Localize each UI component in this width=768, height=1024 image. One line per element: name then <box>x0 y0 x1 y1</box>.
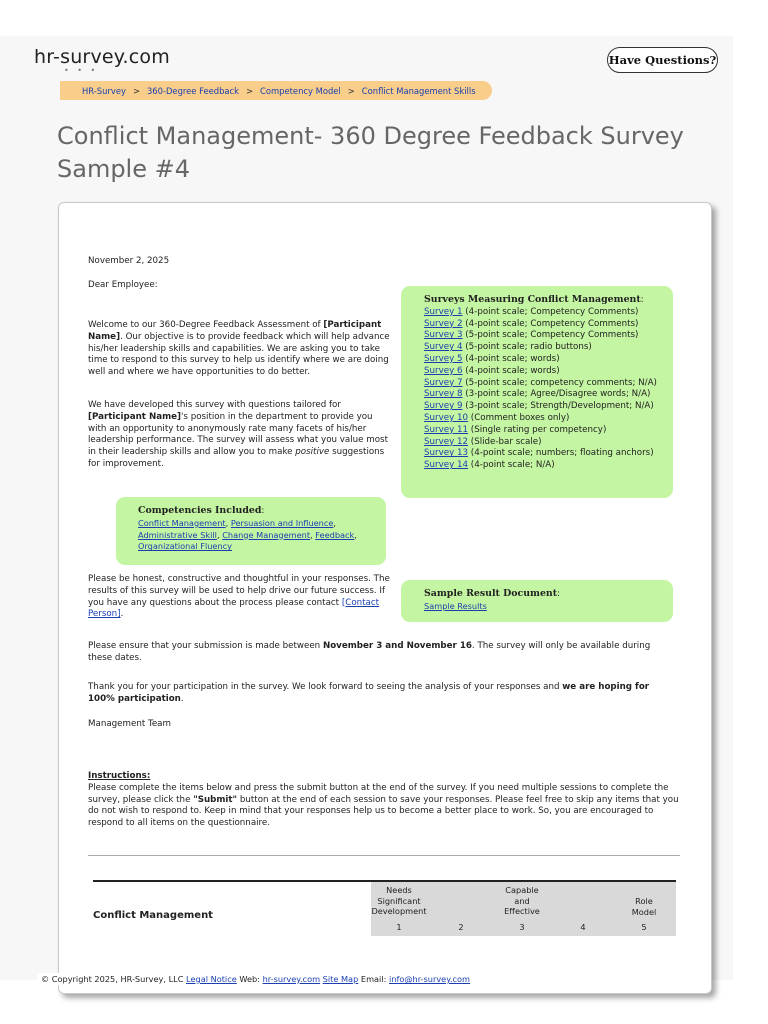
competency-organizational-fluency-link[interactable]: Organizational Fluency <box>138 541 232 552</box>
survey-14-link[interactable]: Survey 14 <box>424 460 469 471</box>
scale-number-1: 1 <box>396 922 402 932</box>
letter-salutation: Dear Employee: <box>88 280 158 290</box>
scale-number-4: 4 <box>580 922 586 932</box>
logo-dots: • • • <box>64 66 99 75</box>
anchor-role-model: Role Model <box>631 896 657 917</box>
survey-12-link[interactable]: Survey 12 <box>424 436 469 447</box>
breadcrumb-360-feedback[interactable]: 360-Degree Feedback <box>146 85 240 96</box>
breadcrumb-competency-model[interactable]: Competency Model <box>260 85 341 96</box>
competencies-box: Competencies Included: Conflict Management, Persuasion and Influence, Administrative Skill, Change Management, Feedback, Organizational Fluency <box>116 497 386 565</box>
letter-paragraph-4: Please ensure that your submission is made between November 3 and November 16. The survey will only be available during these dates. <box>88 641 651 663</box>
survey-item: Survey 6 (4-point scale; words) <box>424 365 560 376</box>
surveys-box-heading: Surveys Measuring Conflict Management <box>424 294 641 305</box>
site-logo[interactable]: hr-survey.com <box>34 46 170 68</box>
scale-number-3: 3 <box>519 922 525 932</box>
survey-item: Survey 10 (Comment boxes only) <box>424 412 570 423</box>
sample-results-box <box>401 580 673 622</box>
letter-signoff: Management Team <box>88 719 171 729</box>
survey-item: Survey 7 (5-point scale; competency comments; N/A) <box>424 377 657 388</box>
competencies-box-colon: : <box>261 506 265 516</box>
survey-8-link[interactable]: Survey 8 <box>424 389 463 400</box>
survey-1-link[interactable]: Survey 1 <box>424 306 463 317</box>
competencies-box-heading: Competencies Included <box>138 505 262 516</box>
survey-2-link[interactable]: Survey 2 <box>424 318 463 329</box>
letter-paragraph-3: Please be honest, constructive and thoughtful in your responses. The results of this survey will be used to help drive our future success. If you have any questions about the process please contact [Contact Person]. <box>88 574 390 620</box>
survey-item: Survey 13 (4-point scale; numbers; floating anchors) <box>424 448 654 459</box>
competency-administrative-skill-link[interactable]: Administrative Skill <box>138 529 217 540</box>
survey-item: Survey 4 (5-point scale; radio buttons) <box>424 342 592 353</box>
instructions-text: Please complete the items below and press the submit button at the end of the survey. If you need multiple sessions to complete the survey, please click the "Submit" button at the end of each session to save your responses. Please feel free to skip any items that you do not wish to respond to. Keep in mind that your responses help us to become a better place to work. So, you are encouraged to respond to all items on the questionnaire. <box>88 782 679 829</box>
survey-3-link[interactable]: Survey 3 <box>424 330 463 341</box>
breadcrumb <box>60 81 492 100</box>
anchor-needs-development: Needs Significant Development <box>371 885 427 917</box>
survey-item: Survey 12 (Slide-bar scale) <box>424 436 542 447</box>
contact-person-link[interactable]: [Contact Person] <box>88 597 380 620</box>
survey-5-link[interactable]: Survey 5 <box>424 353 463 364</box>
letter-paragraph-2: We have developed this survey with questions tailored for [Participant Name]'s position in the department to provide you with an opportunity to anonymously rate many facets of his/her leadership performance. The survey will assess what you value most in their leadership skills and allow you to make positive suggestions for improvement. <box>88 400 388 469</box>
instructions-heading: Instructions: <box>88 771 151 781</box>
footer-sitemap-link[interactable]: Site Map <box>322 974 359 984</box>
footer-web-label: Web: <box>239 974 260 984</box>
sample-results-colon: : <box>557 589 560 599</box>
anchor-capable-effective: Capable and Effective <box>504 885 540 917</box>
letter-date: November 2, 2025 <box>88 256 170 266</box>
competency-conflict-management-link[interactable]: Conflict Management <box>138 517 226 528</box>
survey-6-link[interactable]: Survey 6 <box>424 365 463 376</box>
survey-item: Survey 14 (4-point scale; N/A) <box>424 460 555 471</box>
surveys-box <box>401 286 673 498</box>
sample-results-link[interactable]: Sample Results <box>424 600 487 611</box>
sample-results-heading: Sample Result Document <box>424 588 558 599</box>
footer-legal-link[interactable]: Legal Notice <box>186 974 237 984</box>
survey-4-link[interactable]: Survey 4 <box>424 342 463 353</box>
breadcrumb-separator: > <box>132 85 140 96</box>
footer-email-link[interactable]: info@hr-survey.com <box>388 974 470 984</box>
rating-scale-header <box>93 880 676 936</box>
breadcrumb-separator: > <box>347 85 355 96</box>
survey-list <box>424 307 673 472</box>
surveys-box-colon: : <box>640 295 644 305</box>
have-questions-button[interactable]: Have Questions? <box>607 47 718 73</box>
survey-item: Survey 1 (4-point scale; Competency Comments) <box>424 306 639 317</box>
breadcrumb-separator: > <box>246 85 254 96</box>
competency-feedback-link[interactable]: Feedback <box>315 529 355 540</box>
competency-persuasion-link[interactable]: Persuasion and Influence <box>230 517 334 528</box>
survey-item: Survey 5 (4-point scale; words) <box>424 353 560 364</box>
survey-item: Survey 8 (3-point scale; Agree/Disagree words; N/A) <box>424 389 651 400</box>
survey-9-link[interactable]: Survey 9 <box>424 401 463 412</box>
survey-item: Survey 3 (5-point scale; Competency Comments) <box>424 330 639 341</box>
footer-email-label: Email: <box>360 974 387 984</box>
survey-7-link[interactable]: Survey 7 <box>424 377 463 388</box>
footer <box>37 973 474 985</box>
scale-number-5: 5 <box>641 922 647 932</box>
survey-item: Survey 9 (3-point scale; Strength/Development; N/A) <box>424 401 654 412</box>
scale-number-2: 2 <box>458 922 464 932</box>
footer-copyright: © Copyright 2025, HR-Survey, LLC <box>41 974 184 984</box>
competency-change-management-link[interactable]: Change Management <box>222 529 311 540</box>
competency-title: Conflict Management <box>93 910 213 921</box>
survey-13-link[interactable]: Survey 13 <box>424 448 469 459</box>
letter-paragraph-5: Thank you for your participation in the survey. We look forward to seeing the analysis of your responses and we are hoping for 100% participation. <box>88 682 650 704</box>
survey-11-link[interactable]: Survey 11 <box>424 424 469 435</box>
breadcrumb-hr-survey[interactable]: HR-Survey <box>82 85 126 96</box>
instructions <box>88 771 682 830</box>
breadcrumb-conflict-management[interactable]: Conflict Management Skills <box>361 85 476 96</box>
page-title: Conflict Management- 360 Degree Feedback Survey Sample #4 <box>57 122 684 183</box>
footer-web-link[interactable]: hr-survey.com <box>262 974 321 984</box>
survey-item: Survey 11 (Single rating per competency) <box>424 424 607 435</box>
section-divider <box>88 855 680 856</box>
survey-item: Survey 2 (4-point scale; Competency Comments) <box>424 318 639 329</box>
letter-paragraph-1: Welcome to our 360-Degree Feedback Assessment of [Participant Name]. Our objective is to provide feedback which will help advance his/her leadership skills and capabilities. We are asking you to take time to respond to this survey to help us identify where we are doing well and where we have opportunities to do better. <box>88 320 390 378</box>
survey-10-link[interactable]: Survey 10 <box>424 412 469 423</box>
